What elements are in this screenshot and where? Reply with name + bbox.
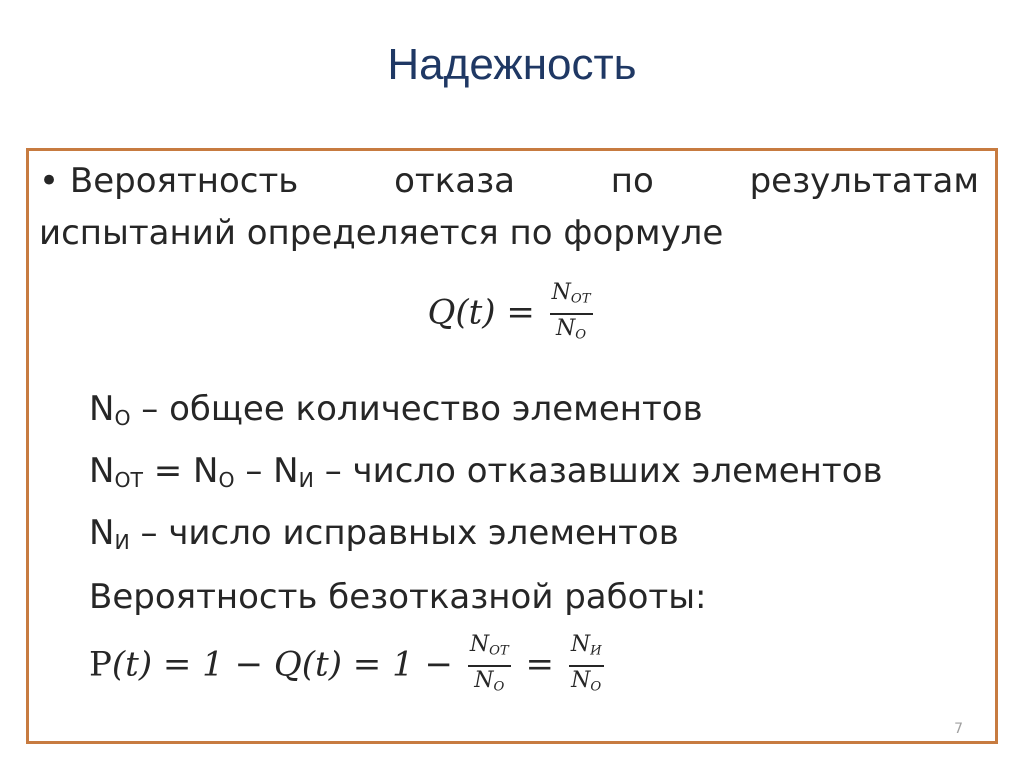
formula-q-denominator: $N_O$ bbox=[556, 316, 587, 343]
def-line-no: $N_O$ – общее количество элементов bbox=[89, 389, 703, 431]
formula-p-middle: (t) = 1 − Q(t) = 1 − bbox=[111, 644, 454, 685]
bullet-symbol: • bbox=[39, 161, 60, 201]
bullet-line-2: испытаний определяется по формуле bbox=[39, 213, 724, 253]
bullet-word-4: результатам bbox=[749, 161, 979, 201]
bullet-line-1 bbox=[39, 161, 979, 201]
formula-p-frac2-numerator: $N_И$ bbox=[570, 632, 602, 659]
def-line-not: $N_{OT} = N_O - N_И$ – число отказавших элементов bbox=[89, 451, 883, 493]
formula-p-fraction-1 bbox=[468, 631, 511, 702]
bullet-word-1: Вероятность bbox=[69, 161, 299, 201]
formula-p-frac1-denominator: $N_O$ bbox=[474, 668, 505, 695]
formula-p-frac1-numerator: $N_{OT}$ bbox=[469, 632, 509, 659]
formula-p-equals: = bbox=[525, 644, 555, 685]
formula-p-fraction-2 bbox=[569, 631, 604, 702]
def-line-ni: $N_И$ – число исправных элементов bbox=[89, 513, 679, 555]
formula-p-frac2-denominator: $N_O$ bbox=[571, 668, 602, 695]
formula-p bbox=[89, 631, 608, 702]
page-number: 7 bbox=[954, 721, 963, 737]
slide-title: Надежность bbox=[387, 40, 637, 89]
formula-p-lhs: P bbox=[89, 644, 112, 685]
formula-q-fraction bbox=[550, 279, 593, 350]
bullet-word-3: по bbox=[610, 161, 654, 201]
content-box bbox=[26, 148, 998, 744]
bullet-first-segment bbox=[39, 161, 298, 201]
formula-q-lhs: Q(t) = bbox=[427, 292, 535, 333]
formula-q bbox=[29, 279, 995, 350]
def-line-reliability: Вероятность безотказной работы: bbox=[89, 577, 707, 617]
formula-q-numerator: $N_{OT}$ bbox=[551, 280, 591, 307]
bullet-word-2: отказа bbox=[394, 161, 516, 201]
